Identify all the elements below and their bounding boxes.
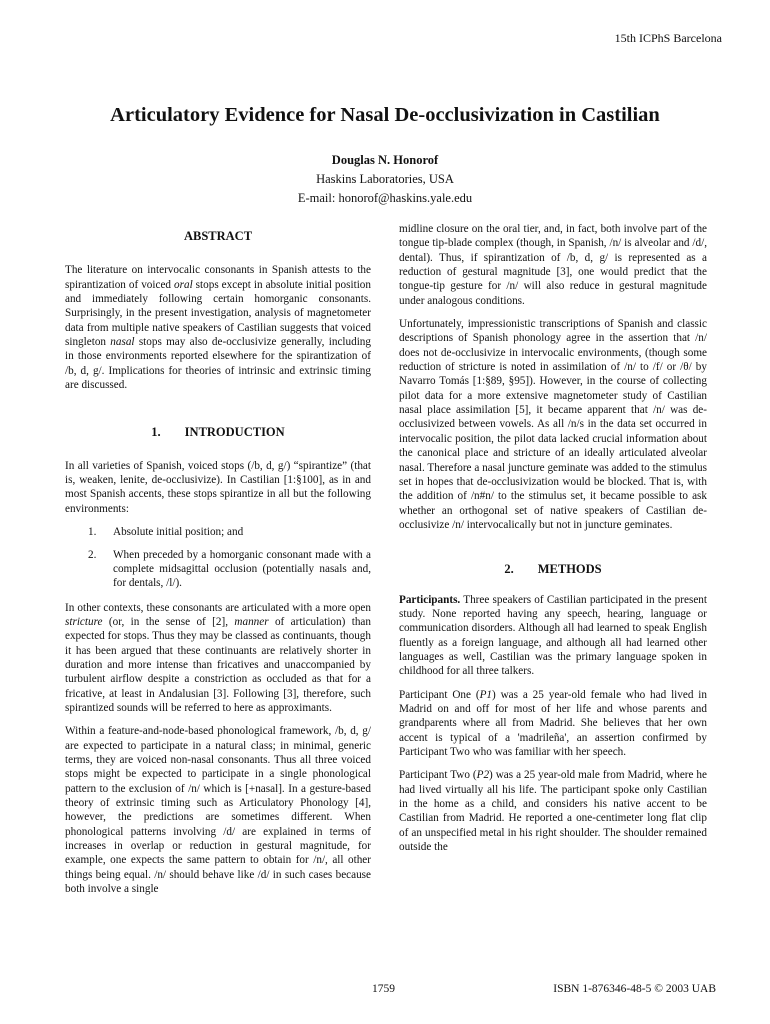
- right-column: [399, 222, 707, 863]
- list-item: 1. Absolute initial position; and: [88, 526, 244, 539]
- methods-title: METHODS: [537, 562, 602, 577]
- environment-list: [65, 525, 371, 590]
- methods-heading: [399, 562, 707, 576]
- intro-heading: [65, 425, 371, 439]
- author-name: Douglas N. Honorof: [331, 153, 439, 167]
- methods-number: 2.: [504, 562, 514, 577]
- participant-one-paragraph: Participant One (P1) was a 25 year-old female who had lived in Madrid on and off for most of her life and whose parents and grandparents where all from Madrid. She believes that her own accent is typical of a 'madrileña', an assertion confirmed by Participant Two who was familiar with her speech.: [399, 688, 707, 758]
- paper-title: Articulatory Evidence for Nasal De-occlusivization in Castilian: [110, 104, 660, 126]
- page-number: 1759: [372, 983, 395, 995]
- intro-paragraph-2: In other contexts, these consonants are articulated with a more open stricture (or, in the sense of [2], manner of articulation) than expected for stops. Thus they may be classed as continuants, though it has been argued that these continuants are relatively shorter in duration and more intense than fricatives and unaccompanied by turbulent airflow despite a constriction as occluded as that for a fricative, at least in Andalusian [3]. Following [3], therefore, such spirantized sounds will be referred to here as approximants.: [65, 601, 371, 714]
- intro-paragraph-3: Within a feature-and-node-based phonological framework, /b, d, g/ are expected to participate in a natural class; in minimal, generic terms, they are voiced non-nasal consonants. Thus all three voiced stops might be expected to participate in a single phonological pattern to the exclusion of /n/ which is [+nasal]. In a gesture-based theory of extrinsic timing such as Articulatory Phonology [4], however, the predictions are sometimes different. When phonological patterns involving /d/ are explained in terms of increases in overlap or reduction in gestural magnitude, for example, one expects the same pattern to obtain for /n/, all other things being equal. /n/ should behave like /d/ in such cases because both involve a single: [65, 725, 371, 896]
- intro-title: INTRODUCTION: [184, 425, 285, 440]
- conference-header: 15th ICPhS Barcelona: [614, 31, 722, 45]
- intro-number: 1.: [151, 425, 161, 440]
- author-email: E-mail: honorof@haskins.yale.edu: [297, 191, 473, 205]
- list-item: 2. When preceded by a homorganic consonant made with a complete midsagittal occlusion (potentially nasals and, for dentals, /l/).: [88, 548, 371, 590]
- abstract-heading: ABSTRACT: [183, 229, 253, 243]
- left-column: [65, 229, 371, 905]
- intro-paragraph-1: In all varieties of Spanish, voiced stops (/b, d, g/) “spirantize” (that is, weaken, lenite, de-occlusivize). In Castilian [1:§100], as in and most Spanish accents, these stops spirantize in all but the following environments:: [65, 459, 371, 515]
- right-paragraph-2: Unfortunately, impressionistic transcriptions of Spanish and classic descriptions of Spanish phonology agree in the assertion that /n/ does not de-occlusivize in intervocalic environments, (though some reduction of stricture is noted in assimilation of /n/ to /f/ or /θ/ by Navarro Tomás [1:§89, §95]). However, in the course of collecting pilot data for a more extensive magnetometer study of Castilian nasal place assimilation [5], it became apparent that /n/ was de-occlusivized between vowels. As all /n/s in the data set occurred in intervocalic position, the pilot data lacked crucial information about the canonical place and stricture of an ideally articulated alveolar nasal. Therefore a nasal juncture geminate was added to the stimulus set in hopes that de-occlusivization would be blocked. That is, with the addition of /n#n/ to the stimulus set, it became possible to ask whether an orthogonal set of native speakers of Castilian de-occlusivize /n/ intervocalically but not in juncture geminates.: [399, 318, 707, 531]
- right-paragraph-1: midline closure on the oral tier, and, in fact, both involve part of the tongue tip-blade complex (though, in Spanish, /n/ is alveolar and /d/, dental). Thus, if spirantization of /b, d, g/ is represented as a reduction of gestural magnitude [3], one would predict that the tongue-tip gesture for /n/ will also reduce in gestural magnitude under analogous conditions.: [399, 223, 707, 307]
- abstract-paragraph: The literature on intervocalic consonants in Spanish attests to the spirantization of voiced oral stops except in absolute initial position and immediately following certain homorganic consonants. Surprisingly, in the present investigation, analysis of magnetometer data from multiple native speakers of Castilian suggests that voiced singleton nasal stops may also de-occlusivize generally, including in those environments reported elsewhere for the spirantization of /b, d, g/. Implications for theories of intrinsic and extrinsic timing are discussed.: [65, 264, 371, 392]
- author-affiliation: Haskins Laboratories, USA: [316, 172, 454, 186]
- participants-paragraph: Participants. Three speakers of Castilian participated in the present study. None reported having any speech, hearing, language or communication disorders. Although all had learned to speak English fluently as a foreign language, and although all had learned other languages as well, Castilian was the primary language spoken in childhood for all three talkers.: [399, 593, 707, 678]
- author-block: [0, 151, 770, 208]
- isbn-footer: ISBN 1-876346-48-5 © 2003 UAB: [553, 983, 716, 995]
- participant-two-paragraph: Participant Two (P2) was a 25 year-old male from Madrid, where he had lived virtually all his life. The participant spoke only Castilian in the home as a child, and considers his native accent to be Castilian from Madrid. He reported a one-centimeter long flat clip of an unspecified metal in his right shoulder. The shoulder remained outside the: [399, 769, 707, 854]
